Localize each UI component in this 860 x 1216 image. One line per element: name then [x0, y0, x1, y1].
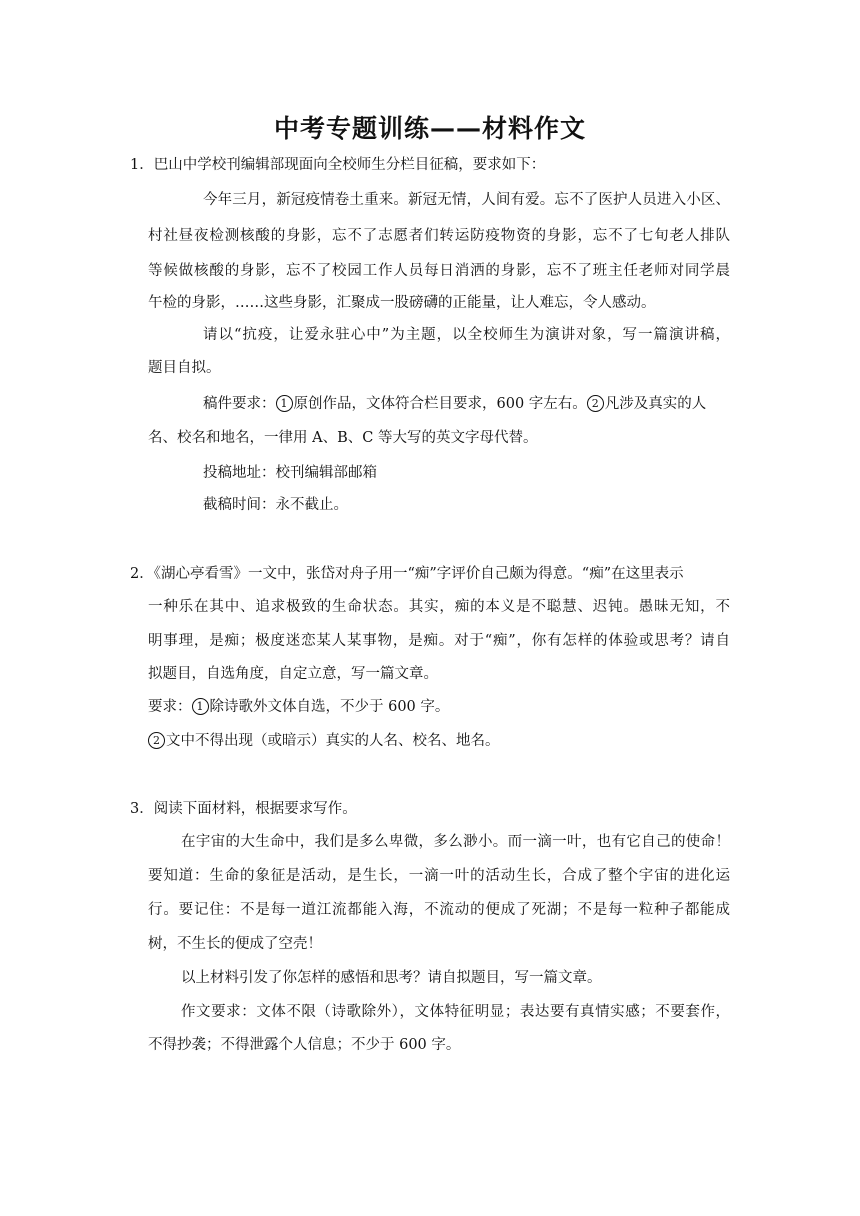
q2-line-2: 明事理，是痴；极度迷恋某人某事物，是痴。对于“痴”，你有怎样的体验或思考？请自 [148, 633, 730, 649]
q2-req-label: 要求： [148, 699, 192, 715]
q1-p1-line-2: 等候做核酸的身影，忘不了校园工作人员每日消洒的身影，忘不了班主任老师对同学晨 [148, 263, 730, 279]
q2-req-a: 除诗歌外文体自选，不少于 600 字。 [209, 699, 450, 715]
q3-p3-line-0: 作文要求：文体不限（诗歌除外），文体特征明显；表达要有真情实感；不要套作， [181, 1004, 730, 1020]
q1-address: 投稿地址：校刊编辑部邮箱 [203, 465, 377, 481]
q1-req-label: 稿件要求： [203, 396, 276, 412]
q2-line-1: 一种乐在其中、追求极致的生命状态。其实，痴的本义是不聪慧、迟钝。愚昧无知，不 [148, 599, 730, 615]
q3-number: 3． [130, 801, 154, 817]
q1-p2-line-1: 题目自拟。 [148, 360, 221, 376]
q3-intro: 阅读下面材料，根据要求写作。 [153, 801, 357, 817]
q1-req-line-2: 名、校名和地名，一律用 A、B、C 等大写的英文字母代替。 [148, 430, 538, 446]
circled-one-icon: 1 [276, 395, 293, 412]
circled-two-icon: 2 [148, 732, 165, 749]
q2-requirements-line-2 [148, 731, 500, 751]
q1-req-b: 凡涉及真实的人 [604, 396, 707, 412]
q1-req-a: 原创作品，文体符合栏目要求，600 字左右。 [293, 396, 587, 412]
q1-intro-line [130, 155, 545, 175]
q3-p1-line-0: 在宇宙的大生命中，我们是多么卑微，多么渺小。而一滴一叶，也有它自己的使命！ [181, 834, 730, 850]
q3-p1-line-3: 树，不生长的便成了空壳！ [148, 936, 322, 952]
q3-p1-line-1: 要知道：生命的象征是活动，是生长，一滴一叶的活动生长，合成了整个宇宙的进化运 [148, 868, 730, 884]
q3-p2: 以上材料引发了你怎样的感悟和思考？请自拟题目，写一篇文章。 [181, 970, 602, 986]
q2-line-0: 《湖心亭看雪》一文中，张岱对舟子用一“痴”字评价自己颇为得意。“痴”在这里表示 [153, 566, 684, 582]
q1-number: 1． [130, 157, 154, 173]
q1-p1-line-0: 今年三月，新冠疫情卷土重来。新冠无情，人间有爱。忘不了医护人员进入小区、 [203, 192, 730, 208]
page-title: 中考专题训练——材料作文 [273, 114, 586, 143]
q2-number: 2． [130, 566, 154, 582]
circled-two-icon: 2 [587, 395, 604, 412]
q2-line-3: 拟题目，自选角度，自定立意，写一篇文章。 [148, 666, 438, 682]
circled-one-icon: 1 [192, 698, 209, 715]
q2-req-b: 文中不得出现（或暗示）真实的人名、校名、地名。 [166, 733, 500, 749]
q2-requirements-line [148, 697, 449, 717]
q3-intro-line [130, 799, 357, 819]
q1-deadline: 截稿时间：永不截止。 [203, 497, 348, 513]
q1-requirements-line [203, 394, 706, 414]
q1-p1-line-3: 午检的身影，……这些身影，汇聚成一股磅礴的正能量，让人难忘，令人感动。 [148, 295, 656, 311]
q3-p3-line-1: 不得抄袭；不得泄露个人信息；不少于 600 字。 [148, 1037, 461, 1053]
q3-p1-line-2: 行。要记住：不是每一道江流都能入海，不流动的便成了死湖；不是每一粒种子都能成 [148, 902, 730, 918]
q2-line-0-wrap [130, 564, 684, 584]
q1-p1-line-1: 村社昼夜检测核酸的身影，忘不了志愿者们转运防疫物资的身影，忘不了七旬老人排队 [148, 228, 730, 244]
q1-intro: 巴山中学校刊编辑部现面向全校师生分栏目征稿，要求如下： [153, 157, 546, 173]
q1-p2-line-0: 请以“抗疫，让爱永驻心中”为主题，以全校师生为演讲对象，写一篇演讲稿， [203, 327, 730, 343]
